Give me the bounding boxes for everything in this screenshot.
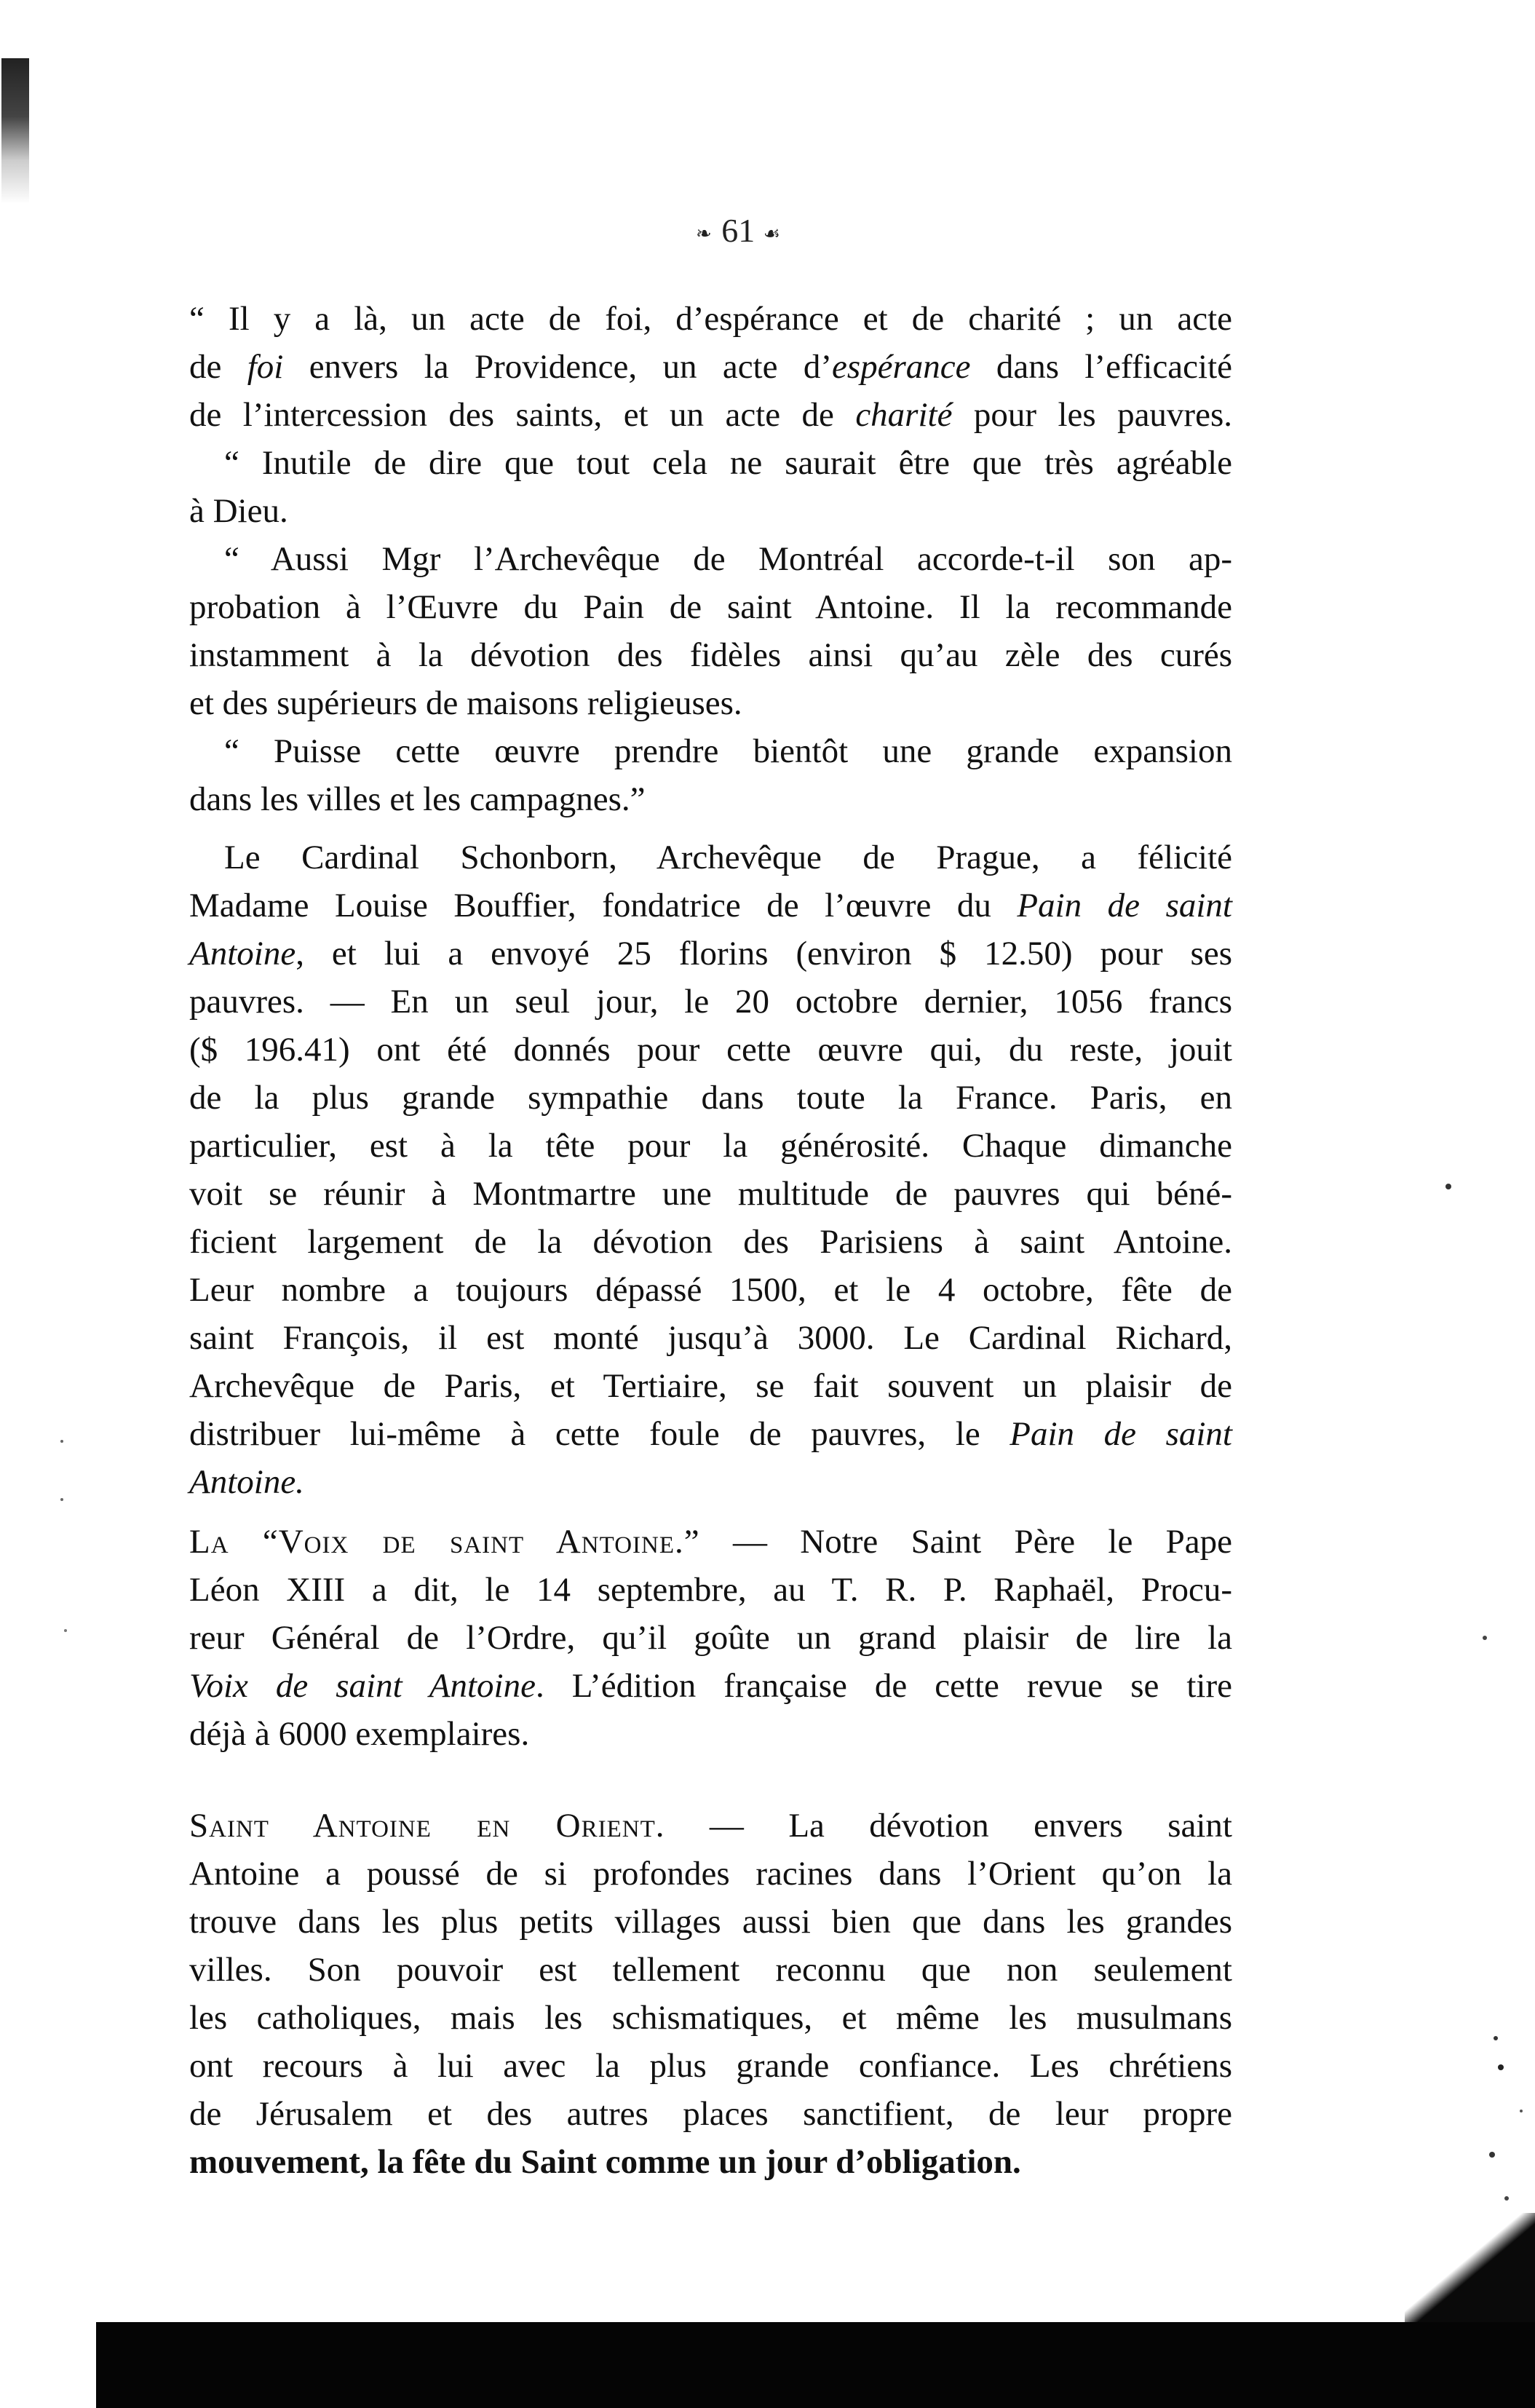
scan-bottom-bar	[96, 2322, 1535, 2408]
text-line: déjà à 6000 exemplaires.	[189, 1715, 530, 1753]
text-line: “ Il y a là, un acte de foi, d’espérance et de charité ; un acte	[189, 300, 1232, 338]
text-line: dans les villes et les campagnes.”	[189, 780, 646, 818]
text-line: ($ 196.41) ont été donnés pour cette œuvre qui, du reste, jouit	[189, 1031, 1232, 1069]
text-line: saint François, il est monté jusqu’à 3000. Le Cardinal Richard,	[189, 1319, 1232, 1357]
text-line: “ Inutile de dire que tout cela ne saurait être que très agréable	[224, 444, 1232, 482]
text-line: pauvres. — En un seul jour, le 20 octobre dernier, 1056 francs	[189, 983, 1232, 1021]
section-heading: La “Voix de saint Antoine.”	[189, 1523, 700, 1561]
text-line: particulier, est à la tête pour la générosité. Chaque dimanche	[189, 1127, 1232, 1165]
text-line: Léon XIII a dit, le 14 septembre, au T. R. P. Raphaël, Procu-	[189, 1571, 1232, 1609]
text-line: mouvement, la fête du Saint comme un jour d’obligation.	[189, 2143, 1021, 2181]
paragraph-cardinal	[189, 833, 1232, 1506]
text-line: Saint Antoine en Orient. — La dévotion envers saint	[189, 1807, 1232, 1845]
text-line: de la plus grande sympathie dans toute la France. Paris, en	[189, 1079, 1232, 1117]
text-line: de l’intercession des saints, et un acte de charité pour les pauvres.	[189, 396, 1232, 434]
text-line: Antoine, et lui a envoyé 25 florins (environ $ 12.50) pour ses	[189, 935, 1232, 973]
text-line: trouve dans les plus petits villages aussi bien que dans les grandes	[189, 1903, 1232, 1941]
text-line: “ Puisse cette œuvre prendre bientôt une grande expansion	[224, 732, 1232, 770]
text-line: Leur nombre a toujours dépassé 1500, et le 4 octobre, fête de	[189, 1271, 1232, 1309]
quote-paragraph-3	[189, 535, 1232, 727]
text-line: Antoine a poussé de si profondes racines dans l’Orient qu’on la	[189, 1855, 1232, 1893]
text-line: villes. Son pouvoir est tellement reconnu que non seulement	[189, 1951, 1232, 1989]
text-line: de Jérusalem et des autres places sanctifient, de leur propre	[189, 2095, 1232, 2133]
paragraph-voix	[189, 1518, 1232, 1758]
text-line: instamment à la dévotion des fidèles ainsi qu’au zèle des curés	[189, 636, 1232, 674]
text-line: de foi envers la Providence, un acte d’espérance dans l’efficacité	[189, 348, 1232, 386]
text-line: ficient largement de la dévotion des Parisiens à saint Antoine.	[189, 1223, 1232, 1261]
text-line: reur Général de l’Ordre, qu’il goûte un grand plaisir de lire la	[189, 1619, 1232, 1657]
text-line: “ Aussi Mgr l’Archevêque de Montréal accorde-t-il son ap-	[224, 540, 1232, 578]
paragraph-orient	[189, 1802, 1232, 2186]
text-line: ont recours à lui avec la plus grande confiance. Les chrétiens	[189, 2047, 1232, 2085]
quote-paragraph-2	[189, 439, 1232, 535]
text-line: et des supérieurs de maisons religieuses.	[189, 684, 742, 722]
page-number	[655, 211, 822, 250]
ornament-left-icon: ❧	[695, 223, 713, 245]
text-line: Le Cardinal Schonborn, Archevêque de Prague, a félicité	[224, 839, 1232, 876]
text-line: Voix de saint Antoine. L’édition française de cette revue se tire	[189, 1667, 1233, 1705]
text-line: les catholiques, mais les schismatiques, et même les musulmans	[189, 1999, 1232, 2037]
text-line: à Dieu.	[189, 492, 288, 530]
text-line: Antoine.	[189, 1463, 304, 1501]
quote-paragraph-4	[189, 727, 1232, 823]
quote-paragraph-1	[189, 295, 1232, 439]
scan-edge-artifact	[1405, 2213, 1535, 2322]
text-line: probation à l’Œuvre du Pain de saint Antoine. Il la recommande	[189, 588, 1232, 626]
text-line: voit se réunir à Montmartre une multitude de pauvres qui béné-	[189, 1175, 1232, 1213]
section-heading: Saint Antoine en Orient.	[189, 1807, 665, 1845]
text-line: La “Voix de saint Antoine.” — Notre Saint Père le Pape	[189, 1523, 1233, 1561]
page-number-value: 61	[721, 212, 755, 249]
ornament-right-icon: ☙	[763, 223, 782, 245]
text-line: Madame Louise Bouffier, fondatrice de l’œuvre du Pain de saint	[189, 887, 1232, 924]
text-line: Archevêque de Paris, et Tertiaire, se fait souvent un plaisir de	[189, 1367, 1232, 1405]
text-line: distribuer lui-même à cette foule de pauvres, le Pain de saint	[189, 1415, 1232, 1453]
